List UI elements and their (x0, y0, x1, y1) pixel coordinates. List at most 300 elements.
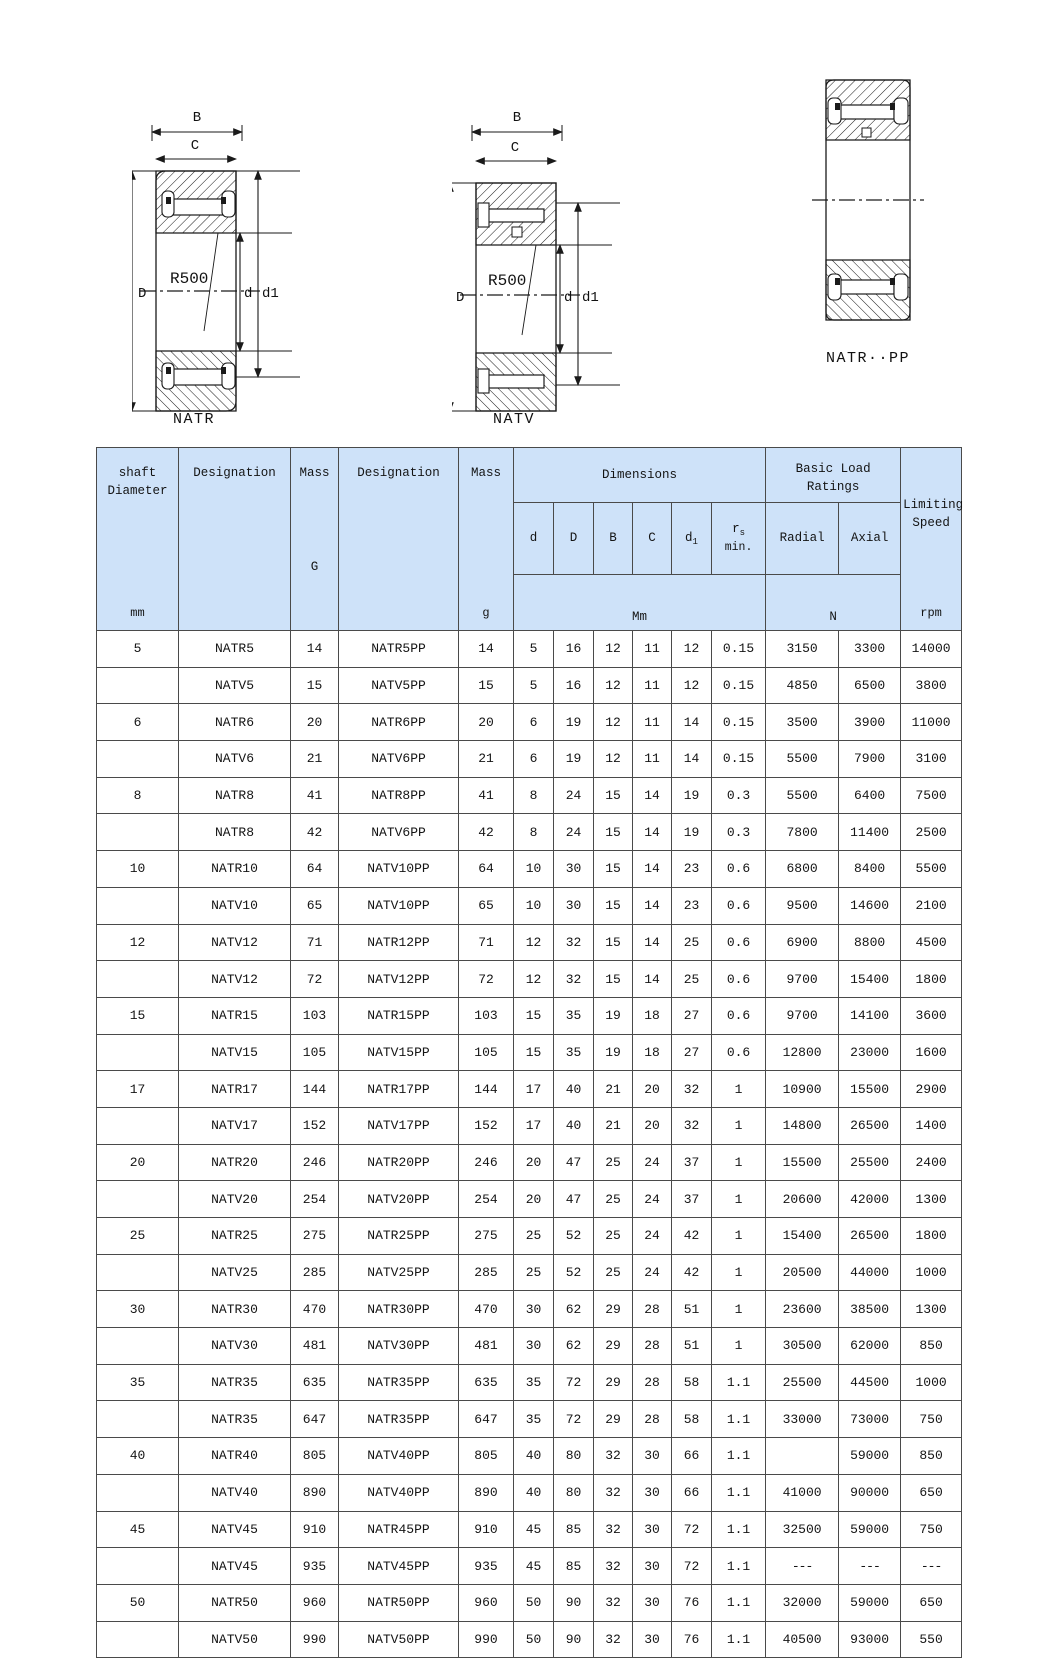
cell-dim-C: 30 (633, 1621, 672, 1658)
col-header-limiting-speed (901, 448, 962, 631)
cell-designation-2: NATR30PP (339, 1291, 459, 1328)
cell-dim-D: 24 (554, 814, 594, 851)
cell-dim-C: 28 (633, 1328, 672, 1365)
cell-mass-2: 647 (459, 1401, 514, 1438)
cell-mass-1: 65 (291, 887, 339, 924)
cell-dim-d1: 37 (672, 1144, 712, 1181)
table-row (97, 741, 962, 778)
cell-load-radial: 23600 (766, 1291, 839, 1328)
cell-dim-d: 50 (514, 1584, 554, 1621)
cell-dim-d: 8 (514, 814, 554, 851)
cell-limiting-speed: 1600 (901, 1034, 962, 1071)
cell-designation-1: NATV15 (179, 1034, 291, 1071)
cell-dim-D: 62 (554, 1328, 594, 1365)
cell-mass-1: 910 (291, 1511, 339, 1548)
cell-dim-D: 47 (554, 1181, 594, 1218)
cell-dim-d1: 25 (672, 961, 712, 998)
cell-dim-B: 32 (594, 1511, 633, 1548)
cell-dim-d1: 72 (672, 1511, 712, 1548)
cell-dim-C: 28 (633, 1364, 672, 1401)
cell-shaft-diameter: 45 (97, 1511, 179, 1548)
cell-dim-D: 16 (554, 631, 594, 668)
drawing-caption-natr-pp: NATR··PP (825, 350, 910, 367)
cell-designation-1: NATV10 (179, 887, 291, 924)
col-header-shaft-diameter (97, 448, 179, 631)
cell-dim-d1: 25 (672, 924, 712, 961)
cell-shaft-diameter (97, 961, 179, 998)
speed-unit: rpm (920, 605, 942, 620)
svg-text:C: C (510, 140, 520, 156)
cell-mass-2: 960 (459, 1584, 514, 1621)
cell-dim-r-min: 1 (712, 1254, 766, 1291)
cell-dim-D: 30 (554, 887, 594, 924)
drawing-caption-natr: NATR (172, 411, 215, 428)
cell-mass-1: 285 (291, 1254, 339, 1291)
cell-limiting-speed: 11000 (901, 704, 962, 741)
cell-limiting-speed: 1000 (901, 1364, 962, 1401)
cell-dim-r-min: 0.6 (712, 997, 766, 1034)
cell-mass-2: 21 (459, 741, 514, 778)
cell-dim-D: 32 (554, 924, 594, 961)
cell-designation-2: NATV5PP (339, 667, 459, 704)
cell-designation-2: NATV25PP (339, 1254, 459, 1291)
cell-dim-r-min: 0.15 (712, 741, 766, 778)
designation-2-label: Designation (357, 466, 440, 480)
col-header-D: D (554, 503, 594, 575)
cell-designation-2: NATR20PP (339, 1144, 459, 1181)
cell-dim-d: 25 (514, 1254, 554, 1291)
cell-designation-1: NATV5 (179, 667, 291, 704)
col-header-dimensions-group: Dimensions (514, 448, 766, 503)
table-row (97, 1291, 962, 1328)
cell-shaft-diameter: 17 (97, 1071, 179, 1108)
cell-dim-d: 10 (514, 887, 554, 924)
cell-shaft-diameter: 10 (97, 851, 179, 888)
cell-load-radial: 32500 (766, 1511, 839, 1548)
cell-dim-C: 30 (633, 1584, 672, 1621)
cell-dim-d: 30 (514, 1291, 554, 1328)
cell-mass-2: 635 (459, 1364, 514, 1401)
cell-dim-d: 20 (514, 1144, 554, 1181)
cell-mass-2: 470 (459, 1291, 514, 1328)
table-row (97, 814, 962, 851)
cell-designation-2: NATV10PP (339, 887, 459, 924)
cell-shaft-diameter (97, 1548, 179, 1585)
table-row (97, 1254, 962, 1291)
cell-load-axial: 7900 (839, 741, 901, 778)
specification-table-container (96, 447, 964, 1658)
cell-load-axial: 44000 (839, 1254, 901, 1291)
cell-dim-r-min: 1 (712, 1328, 766, 1365)
cell-mass-1: 15 (291, 667, 339, 704)
cell-load-radial: 3500 (766, 704, 839, 741)
cell-shaft-diameter (97, 1328, 179, 1365)
cell-shaft-diameter (97, 1254, 179, 1291)
cell-limiting-speed: 1300 (901, 1181, 962, 1218)
cell-shaft-diameter: 40 (97, 1438, 179, 1475)
cell-shaft-diameter: 8 (97, 777, 179, 814)
cell-limiting-speed: 14000 (901, 631, 962, 668)
table-row (97, 851, 962, 888)
cell-shaft-diameter (97, 1107, 179, 1144)
table-row (97, 1401, 962, 1438)
cell-dim-r-min: 1 (712, 1107, 766, 1144)
cell-mass-2: 41 (459, 777, 514, 814)
cell-load-radial: 9500 (766, 887, 839, 924)
cell-shaft-diameter: 6 (97, 704, 179, 741)
cell-designation-2: NATV10PP (339, 851, 459, 888)
cell-mass-2: 935 (459, 1548, 514, 1585)
cell-dim-d1: 76 (672, 1584, 712, 1621)
table-row (97, 1328, 962, 1365)
cell-dim-D: 19 (554, 741, 594, 778)
cell-load-radial: 5500 (766, 777, 839, 814)
table-row (97, 704, 962, 741)
mass-1-label: Mass (299, 466, 330, 480)
cell-limiting-speed: 5500 (901, 851, 962, 888)
cell-dim-d1: 23 (672, 851, 712, 888)
bearing-specification-table (96, 447, 962, 1658)
cell-designation-2: NATV15PP (339, 1034, 459, 1071)
cell-mass-2: 481 (459, 1328, 514, 1365)
cell-dim-d1: 51 (672, 1291, 712, 1328)
cell-load-radial: 40500 (766, 1621, 839, 1658)
cell-load-axial: 38500 (839, 1291, 901, 1328)
cell-load-axial: 8400 (839, 851, 901, 888)
cell-designation-2: NATV20PP (339, 1181, 459, 1218)
cell-dim-B: 29 (594, 1291, 633, 1328)
table-header (97, 448, 962, 631)
table-row (97, 1181, 962, 1218)
cell-dim-C: 28 (633, 1291, 672, 1328)
cell-mass-2: 890 (459, 1474, 514, 1511)
cell-dim-D: 90 (554, 1584, 594, 1621)
cell-mass-2: 65 (459, 887, 514, 924)
cell-load-axial: 14600 (839, 887, 901, 924)
cell-limiting-speed: 1400 (901, 1107, 962, 1144)
cell-shaft-diameter (97, 1181, 179, 1218)
cell-dim-C: 24 (633, 1144, 672, 1181)
col-header-B: B (594, 503, 633, 575)
cell-load-radial: 20500 (766, 1254, 839, 1291)
cell-load-axial: 42000 (839, 1181, 901, 1218)
cell-limiting-speed: 4500 (901, 924, 962, 961)
cell-shaft-diameter (97, 887, 179, 924)
cell-dim-D: 72 (554, 1364, 594, 1401)
cell-designation-1: NATR30 (179, 1291, 291, 1328)
cell-dim-B: 29 (594, 1328, 633, 1365)
cell-dim-d: 10 (514, 851, 554, 888)
cell-dim-d1: 14 (672, 704, 712, 741)
header-row-1 (97, 448, 962, 503)
cell-load-axial: 25500 (839, 1144, 901, 1181)
cell-designation-2: NATV40PP (339, 1474, 459, 1511)
cell-designation-1: NATR10 (179, 851, 291, 888)
cell-dim-r-min: 0.3 (712, 814, 766, 851)
cell-limiting-speed: 1800 (901, 961, 962, 998)
col-header-load-ratings-group: Basic Load Ratings (766, 448, 901, 503)
cell-dim-r-min: 0.6 (712, 887, 766, 924)
shaft-unit: mm (130, 605, 145, 620)
cell-designation-1: NATR17 (179, 1071, 291, 1108)
cell-mass-1: 20 (291, 704, 339, 741)
cell-dim-B: 15 (594, 851, 633, 888)
cell-dim-B: 29 (594, 1364, 633, 1401)
cell-dim-d1: 32 (672, 1071, 712, 1108)
cell-mass-2: 103 (459, 997, 514, 1034)
table-row (97, 1218, 962, 1255)
cell-load-axial: 26500 (839, 1107, 901, 1144)
cell-load-radial: 5500 (766, 741, 839, 778)
cell-limiting-speed: 650 (901, 1584, 962, 1621)
cell-dim-D: 40 (554, 1071, 594, 1108)
cell-designation-1: NATV45 (179, 1548, 291, 1585)
cell-shaft-diameter: 25 (97, 1218, 179, 1255)
cell-mass-2: 64 (459, 851, 514, 888)
cell-load-radial: 9700 (766, 961, 839, 998)
mass-2-label: Mass (470, 466, 501, 480)
cell-mass-1: 144 (291, 1071, 339, 1108)
cell-dim-d: 35 (514, 1364, 554, 1401)
cell-mass-2: 805 (459, 1438, 514, 1475)
cell-designation-2: NATV17PP (339, 1107, 459, 1144)
drawing-natv (452, 105, 772, 450)
cell-dim-r-min: 0.15 (712, 667, 766, 704)
cell-designation-2: NATV6PP (339, 741, 459, 778)
cell-designation-1: NATV45 (179, 1511, 291, 1548)
cell-dim-B: 32 (594, 1474, 633, 1511)
svg-text:d1: d1 (582, 290, 599, 306)
cell-dim-C: 14 (633, 851, 672, 888)
cell-load-radial: 33000 (766, 1401, 839, 1438)
cell-dim-r-min: 1.1 (712, 1584, 766, 1621)
cell-load-axial: 6400 (839, 777, 901, 814)
cell-mass-2: 71 (459, 924, 514, 961)
cell-mass-2: 72 (459, 961, 514, 998)
cell-designation-2: NATR6PP (339, 704, 459, 741)
cell-mass-1: 960 (291, 1584, 339, 1621)
designation-1-label: Designation (193, 466, 276, 480)
col-header-C: C (633, 503, 672, 575)
cell-load-radial: 6800 (766, 851, 839, 888)
cell-limiting-speed: 2100 (901, 887, 962, 924)
table-row (97, 1621, 962, 1658)
cell-shaft-diameter: 30 (97, 1291, 179, 1328)
cell-mass-2: 144 (459, 1071, 514, 1108)
cell-dim-B: 32 (594, 1621, 633, 1658)
col-header-mass-2 (459, 448, 514, 631)
col-header-designation-2 (339, 448, 459, 631)
cell-shaft-diameter (97, 1401, 179, 1438)
cell-designation-1: NATV20 (179, 1181, 291, 1218)
cell-dim-d1: 27 (672, 1034, 712, 1071)
cell-dim-d: 12 (514, 961, 554, 998)
cell-designation-1: NATR25 (179, 1218, 291, 1255)
table-row (97, 1438, 962, 1475)
shaft-label-1: shaft (118, 466, 157, 480)
cell-load-radial (766, 1438, 839, 1475)
cell-dim-r-min: 1.1 (712, 1548, 766, 1585)
cell-shaft-diameter: 15 (97, 997, 179, 1034)
cell-limiting-speed: 850 (901, 1328, 962, 1365)
cell-designation-2: NATR35PP (339, 1401, 459, 1438)
cell-load-axial: 15400 (839, 961, 901, 998)
cell-mass-2: 990 (459, 1621, 514, 1658)
cell-dim-C: 11 (633, 667, 672, 704)
table-row (97, 1584, 962, 1621)
cell-shaft-diameter (97, 1474, 179, 1511)
cell-designation-1: NATV12 (179, 924, 291, 961)
cell-limiting-speed: --- (901, 1548, 962, 1585)
cell-dim-d: 15 (514, 997, 554, 1034)
cell-dim-r-min: 1.1 (712, 1511, 766, 1548)
cell-dim-B: 15 (594, 924, 633, 961)
cell-dim-D: 24 (554, 777, 594, 814)
cell-dim-C: 14 (633, 814, 672, 851)
cell-load-axial: 59000 (839, 1584, 901, 1621)
cell-limiting-speed: 850 (901, 1438, 962, 1475)
cell-limiting-speed: 750 (901, 1401, 962, 1438)
cell-dim-C: 20 (633, 1071, 672, 1108)
cell-dim-D: 40 (554, 1107, 594, 1144)
cell-limiting-speed: 3800 (901, 667, 962, 704)
svg-text:D: D (456, 290, 465, 306)
cell-load-radial: 12800 (766, 1034, 839, 1071)
cell-mass-1: 990 (291, 1621, 339, 1658)
col-header-mass-1 (291, 448, 339, 631)
svg-text:B: B (512, 110, 522, 126)
cell-load-axial: 23000 (839, 1034, 901, 1071)
cell-designation-2: NATR35PP (339, 1364, 459, 1401)
cell-mass-1: 72 (291, 961, 339, 998)
svg-text:R500: R500 (170, 270, 209, 288)
cell-load-axial: 6500 (839, 667, 901, 704)
cell-dim-C: 24 (633, 1181, 672, 1218)
cell-designation-2: NATR12PP (339, 924, 459, 961)
cell-load-axial: 8800 (839, 924, 901, 961)
cell-dim-d: 50 (514, 1621, 554, 1658)
cell-mass-1: 71 (291, 924, 339, 961)
cell-load-axial: --- (839, 1548, 901, 1585)
cell-shaft-diameter: 50 (97, 1584, 179, 1621)
cell-dim-C: 14 (633, 924, 672, 961)
cell-load-radial: 20600 (766, 1181, 839, 1218)
cell-designation-1: NATV50 (179, 1621, 291, 1658)
cell-dim-r-min: 0.6 (712, 1034, 766, 1071)
cell-designation-2: NATR8PP (339, 777, 459, 814)
cell-load-axial: 3900 (839, 704, 901, 741)
table-row (97, 1034, 962, 1071)
cell-designation-1: NATV12 (179, 961, 291, 998)
cell-dim-C: 20 (633, 1107, 672, 1144)
cell-mass-2: 14 (459, 631, 514, 668)
cell-dim-B: 21 (594, 1071, 633, 1108)
cell-dim-d: 45 (514, 1511, 554, 1548)
cell-mass-2: 246 (459, 1144, 514, 1181)
bearing-drawings-panel (0, 0, 1056, 445)
cell-dim-d: 40 (514, 1474, 554, 1511)
unit-load: N (766, 575, 901, 631)
cell-dim-B: 12 (594, 741, 633, 778)
cell-dim-r-min: 0.6 (712, 851, 766, 888)
cell-dim-r-min: 1.1 (712, 1621, 766, 1658)
table-row (97, 887, 962, 924)
cell-designation-1: NATR8 (179, 777, 291, 814)
cell-mass-2: 910 (459, 1511, 514, 1548)
cell-load-radial: 15500 (766, 1144, 839, 1181)
cell-load-axial: 93000 (839, 1621, 901, 1658)
svg-text:C: C (190, 138, 200, 154)
cell-dim-B: 19 (594, 997, 633, 1034)
cell-dim-r-min: 0.3 (712, 777, 766, 814)
cell-dim-d1: 42 (672, 1218, 712, 1255)
cell-mass-1: 275 (291, 1218, 339, 1255)
cell-designation-2: NATR15PP (339, 997, 459, 1034)
cell-limiting-speed: 2400 (901, 1144, 962, 1181)
cell-limiting-speed: 2900 (901, 1071, 962, 1108)
cell-dim-r-min: 0.6 (712, 961, 766, 998)
svg-text:d1: d1 (262, 286, 279, 302)
cell-dim-C: 14 (633, 887, 672, 924)
cell-mass-2: 105 (459, 1034, 514, 1071)
cell-dim-D: 47 (554, 1144, 594, 1181)
mass-2-unit: g (482, 605, 490, 620)
cell-dim-r-min: 1 (712, 1144, 766, 1181)
cell-designation-1: NATR20 (179, 1144, 291, 1181)
cell-dim-C: 11 (633, 631, 672, 668)
cell-limiting-speed: 550 (901, 1621, 962, 1658)
cell-shaft-diameter (97, 1621, 179, 1658)
limiting-speed-label-1: Limiting (903, 498, 964, 512)
cell-mass-1: 647 (291, 1401, 339, 1438)
cell-dim-B: 25 (594, 1144, 633, 1181)
cell-designation-2: NATR25PP (339, 1218, 459, 1255)
table-row (97, 997, 962, 1034)
cell-shaft-diameter (97, 741, 179, 778)
cell-dim-d: 6 (514, 704, 554, 741)
cell-dim-B: 25 (594, 1181, 633, 1218)
cell-designation-1: NATV17 (179, 1107, 291, 1144)
natv-cross-section-svg (452, 105, 772, 445)
cell-dim-D: 52 (554, 1218, 594, 1255)
cell-dim-B: 15 (594, 814, 633, 851)
cell-load-axial: 14100 (839, 997, 901, 1034)
cell-dim-d1: 37 (672, 1181, 712, 1218)
cell-load-radial: --- (766, 1548, 839, 1585)
table-row (97, 1511, 962, 1548)
cell-load-radial: 25500 (766, 1364, 839, 1401)
drawing-caption-natv: NATV (492, 411, 535, 428)
cell-mass-1: 635 (291, 1364, 339, 1401)
cell-mass-2: 152 (459, 1107, 514, 1144)
natr-cross-section-svg (132, 105, 452, 445)
unit-dimensions: Mm (514, 575, 766, 631)
cell-dim-d: 12 (514, 924, 554, 961)
cell-designation-1: NATV25 (179, 1254, 291, 1291)
cell-mass-1: 14 (291, 631, 339, 668)
cell-shaft-diameter (97, 1034, 179, 1071)
table-row (97, 1144, 962, 1181)
cell-mass-1: 64 (291, 851, 339, 888)
col-header-radial: Radial (766, 503, 839, 575)
cell-load-radial: 32000 (766, 1584, 839, 1621)
cell-mass-2: 42 (459, 814, 514, 851)
cell-designation-2: NATV50PP (339, 1621, 459, 1658)
cell-dim-r-min: 1.1 (712, 1474, 766, 1511)
cell-dim-r-min: 0.15 (712, 704, 766, 741)
table-row (97, 924, 962, 961)
cell-dim-d: 45 (514, 1548, 554, 1585)
